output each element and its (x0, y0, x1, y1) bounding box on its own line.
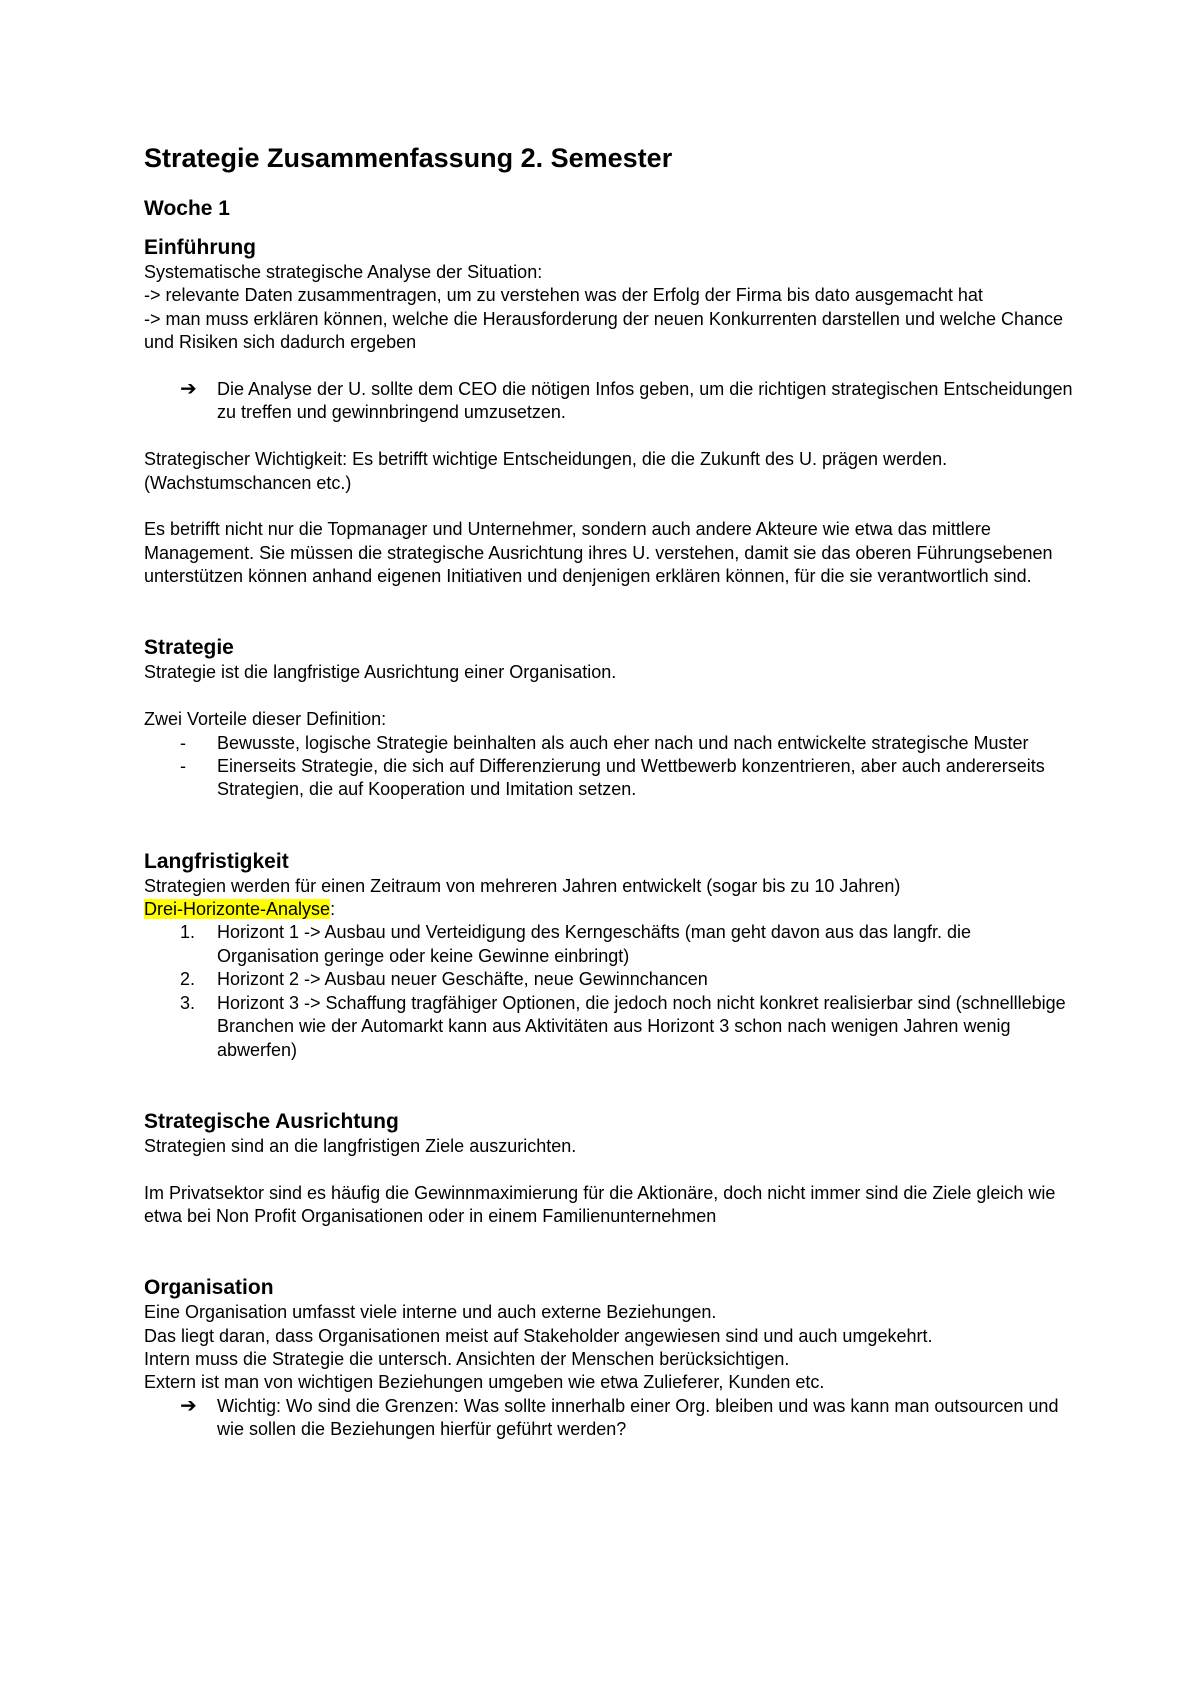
highlighted-term: Drei-Horizonte-Analyse (144, 899, 331, 920)
document-title: Strategie Zusammenfassung 2. Semester (144, 143, 673, 173)
arrow-right-icon: ➔ (180, 378, 197, 401)
arrow-right-icon: ➔ (180, 1394, 197, 1417)
arrow-point (144, 1395, 1074, 1442)
bullet-dash: - (180, 732, 186, 753)
highlight-line (144, 898, 1074, 921)
heading-einfuehrung: Einführung (144, 236, 256, 259)
list-item-text: Einerseits Strategie, die sich auf Differenzierung und Wettbewerb konzentrieren, aber auch andererseits Strategien, die auf Kooperation und Imitation setzen. (217, 756, 1045, 800)
ausrichtung-line: Strategien sind an die langfristigen Ziele auszurichten. (144, 1135, 577, 1156)
numbered-item (144, 968, 1074, 991)
arrow-point-text: Die Analyse der U. sollte dem CEO die nötigen Infos geben, um die richtigen strategischen Entscheidungen zu treffen und gewinnbringend umzusetzen. (217, 379, 1073, 423)
highlight-suffix: : (330, 899, 336, 920)
numbered-item-text: Horizont 2 -> Ausbau neuer Geschäfte, neue Gewinnchancen (217, 969, 708, 990)
list-item (144, 732, 1074, 755)
numbered-item (144, 992, 1074, 1062)
strategie-intro: Zwei Vorteile dieser Definition: (144, 709, 387, 730)
numbered-item-text: Horizont 1 -> Ausbau und Verteidigung des Kerngeschäfts (man geht davon aus das langfr. die Organisation geringe oder keine Gewinne einbringt) (217, 922, 971, 966)
numbered-item (144, 921, 1074, 968)
langfristigkeit-line: Strategien werden für einen Zeitraum von mehreren Jahren entwickelt (sogar bis zu 10 Jahren) (144, 875, 901, 896)
paragraph-wichtigkeit: Strategischer Wichtigkeit: Es betrifft wichtige Entscheidungen, die die Zukunft des U. prägen werden. (Wachstumschancen etc.) (144, 449, 948, 493)
numbered-item-text: Horizont 3 -> Schaffung tragfähiger Optionen, die jedoch noch nicht konkret realisierbar sind (schnelllebige Branchen wie der Automarkt kann aus Aktivitäten aus Horizont 3 schon nach wenigen Jahren wenig abwerfen) (217, 992, 1066, 1060)
paragraph-line: Eine Organisation umfasst viele interne und auch externe Beziehungen. (144, 1302, 717, 1323)
heading-langfristigkeit: Langfristigkeit (144, 849, 289, 873)
paragraph-line: Extern ist man von wichtigen Beziehungen umgeben wie etwa Zulieferer, Kunden etc. (144, 1372, 825, 1393)
list-number: 1. (180, 922, 196, 943)
document-body (144, 136, 1074, 1442)
ausrichtung-paragraph: Im Privatsektor sind es häufig die Gewinnmaximierung für die Aktionäre, doch nicht immer sind die Ziele gleich wie etwa bei Non Profit Organisationen oder in einem Familienunternehmen (144, 1182, 1056, 1226)
list-item-text: Bewusste, logische Strategie beinhalten als auch eher nach und nach entwickelte strategische Muster (217, 732, 1029, 753)
heading-ausrichtung: Strategische Ausrichtung (144, 1109, 399, 1133)
paragraph-line: Das liegt daran, dass Organisationen meist auf Stakeholder angewiesen sind und auch umgekehrt. (144, 1325, 933, 1346)
paragraph-line: -> man muss erklären können, welche die Herausforderung der neuen Konkurrenten darstellen und welche Chance und Risiken sich dadurch ergeben (144, 308, 1064, 353)
list-item (144, 755, 1074, 802)
list-number: 2. (180, 969, 196, 990)
arrow-point-text: Wichtig: Wo sind die Grenzen: Was sollte innerhalb einer Org. bleiben und was kann man outsourcen und wie sollen die Beziehungen hierfür geführt werden? (217, 1395, 1059, 1440)
list-number: 3. (180, 992, 196, 1013)
heading-organisation: Organisation (144, 1276, 274, 1300)
paragraph-line: -> relevante Daten zusammentragen, um zu verstehen was der Erfolg der Firma bis dato ausgemacht hat (144, 285, 983, 306)
paragraph-akteure: Es betrifft nicht nur die Topmanager und Unternehmer, sondern auch andere Akteure wie etwa das mittlere Management. Sie müssen die strategische Ausrichtung ihres U. verstehen, damit sie das oberen Führungsebenen unterstützen können anhand eigenen Initiativen und denjenigen erklären können, für die sie verantwortlich sind. (144, 519, 1053, 587)
heading-strategie: Strategie (144, 636, 234, 660)
week-heading: Woche 1 (144, 197, 230, 220)
arrow-point (144, 378, 1074, 425)
strategie-definition: Strategie ist die langfristige Ausrichtung einer Organisation. (144, 662, 617, 683)
paragraph-line: Intern muss die Strategie die untersch. Ansichten der Menschen berücksichtigen. (144, 1348, 790, 1369)
paragraph-line: Systematische strategische Analyse der Situation: (144, 262, 543, 282)
bullet-dash: - (180, 756, 186, 777)
